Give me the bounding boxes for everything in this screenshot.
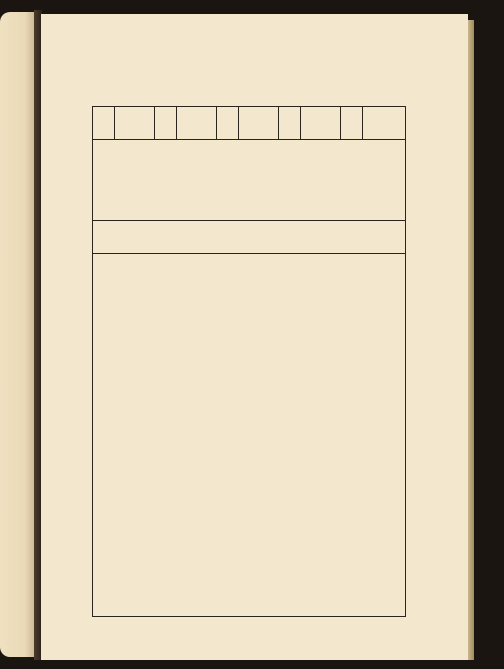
col-header-no [93,107,115,139]
table-bottom-section [93,254,405,616]
book-page [41,14,468,660]
col-header-no [217,107,239,139]
col-header-profil [301,107,341,139]
col-header-profil [363,107,403,139]
col-header-no [279,107,301,139]
table-header-row [93,107,405,140]
col-header-profil [115,107,155,139]
col-header-no [341,107,363,139]
col-header-no [155,107,177,139]
left-page-edge [0,12,36,657]
section-title [93,221,405,254]
col-header-profil [177,107,217,139]
table-top-section [93,140,405,221]
bohrregister-table [92,106,406,617]
col-header-profil [239,107,279,139]
